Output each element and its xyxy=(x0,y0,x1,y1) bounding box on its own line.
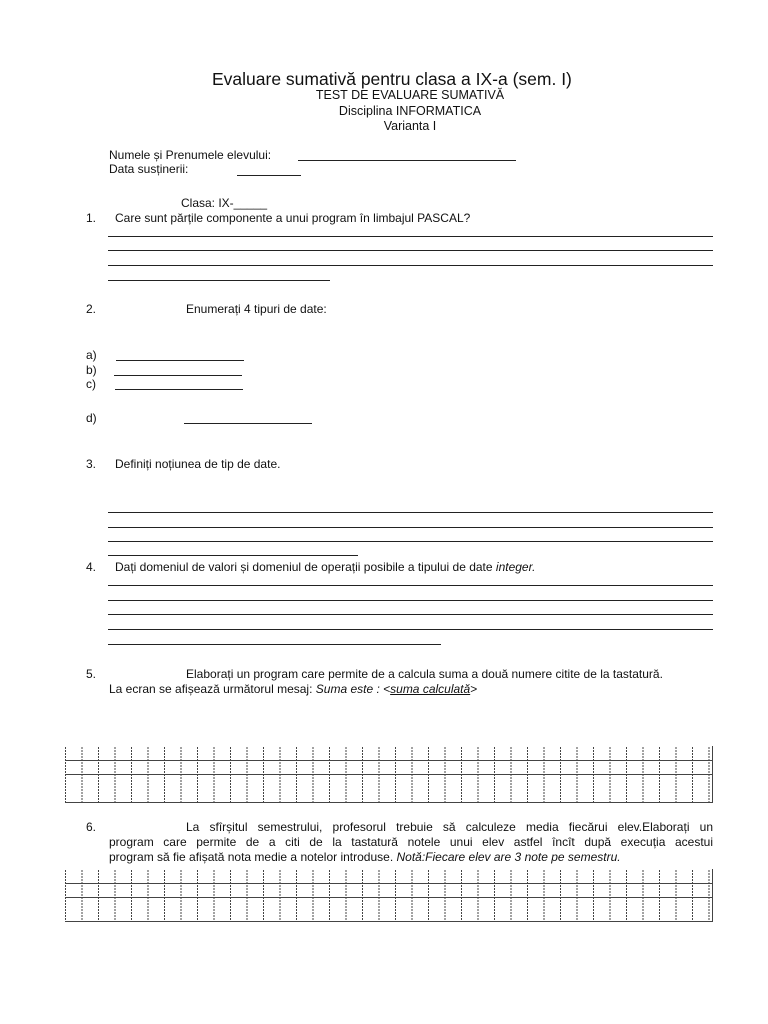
q2-answer-b[interactable] xyxy=(114,375,242,376)
q5-number: 5. xyxy=(86,667,97,681)
q2-item-c: c) xyxy=(86,377,96,391)
q3-answer-line[interactable] xyxy=(108,527,713,528)
q5-answer-grid[interactable] xyxy=(65,746,713,803)
q6-line3 xyxy=(109,850,621,864)
q2-item-d: d) xyxy=(86,411,97,425)
title-main: Evaluare sumativă pentru clasa a IX xyxy=(212,69,493,89)
q2-item-a: a) xyxy=(86,348,97,362)
q1-answer-line[interactable] xyxy=(108,250,713,251)
q4-answer-line[interactable] xyxy=(108,600,713,601)
q5-message-end: > xyxy=(470,682,478,696)
q2-number: 2. xyxy=(86,302,97,316)
q6-number: 6. xyxy=(86,820,97,834)
q3-text: Definiți noțiunea de tip de date. xyxy=(115,457,281,471)
q5-line1: Elaborați un program care permite de a calcula suma a două numere citite de la tastatură. xyxy=(186,667,663,681)
q1-text: Care sunt părțile componente a unui program în limbajul PASCAL? xyxy=(115,211,471,225)
date-answer-line[interactable] xyxy=(237,175,301,176)
q6-line3-text: program să fie afișată nota medie a notelor introduse. xyxy=(109,850,397,864)
q6-line1: La sfîrșitul semestrului, profesorul trebuie să calculeze media fiecărui elev.Elaborați un xyxy=(186,820,713,834)
q2-answer-d[interactable] xyxy=(184,423,312,424)
q4-answer-line[interactable] xyxy=(108,629,713,630)
discipline: Disciplina INFORMATICA xyxy=(338,104,482,118)
q2-answer-c[interactable] xyxy=(115,389,243,390)
q6-answer-grid[interactable] xyxy=(65,869,713,922)
q4-text-main: Dați domeniul de valori și domeniul de operații posibile a tipului de date xyxy=(115,560,496,574)
variant: Varianta I xyxy=(383,119,437,133)
q3-answer-line[interactable] xyxy=(108,541,713,542)
q1-answer-line[interactable] xyxy=(108,265,713,266)
q1-answer-line[interactable] xyxy=(108,280,330,281)
q6-line2: program care permite de a citi de la tastatură notele unui elev astfel încît după execuția acestui xyxy=(109,835,713,849)
name-label: Numele și Prenumele elevului: xyxy=(109,148,272,162)
title-suffix: -a (sem. I) xyxy=(492,69,572,89)
q4-text-italic: integer. xyxy=(495,560,536,574)
q4-answer-line[interactable] xyxy=(108,614,713,615)
class-label: Clasa: IX-_____ xyxy=(181,196,268,210)
name-answer-line[interactable] xyxy=(298,160,516,161)
date-label: Data susținerii: xyxy=(109,162,189,176)
q2-text: Enumerați 4 tipuri de date: xyxy=(186,302,327,316)
q4-text xyxy=(115,560,536,574)
q5-line2-text: La ecran se afișează următorul mesaj: xyxy=(109,682,316,696)
q5-message-underlined: suma calculată xyxy=(390,682,471,696)
q3-answer-line[interactable] xyxy=(108,555,358,556)
q5-message: Suma este : < xyxy=(315,682,391,696)
q1-answer-line[interactable] xyxy=(108,236,713,237)
q4-answer-line[interactable] xyxy=(108,644,441,645)
q4-number: 4. xyxy=(86,560,97,574)
q6-note: Notă:Fiecare elev are 3 note pe semestru. xyxy=(396,850,621,864)
q4-answer-line[interactable] xyxy=(108,585,713,586)
page-title xyxy=(212,69,572,90)
q5-line2 xyxy=(109,682,477,696)
q2-item-b: b) xyxy=(86,363,97,377)
subtitle: TEST DE EVALUARE SUMATIVĂ xyxy=(315,88,505,102)
q1-number: 1. xyxy=(86,211,97,225)
q2-answer-a[interactable] xyxy=(116,360,244,361)
q3-answer-line[interactable] xyxy=(108,512,713,513)
q3-number: 3. xyxy=(86,457,97,471)
